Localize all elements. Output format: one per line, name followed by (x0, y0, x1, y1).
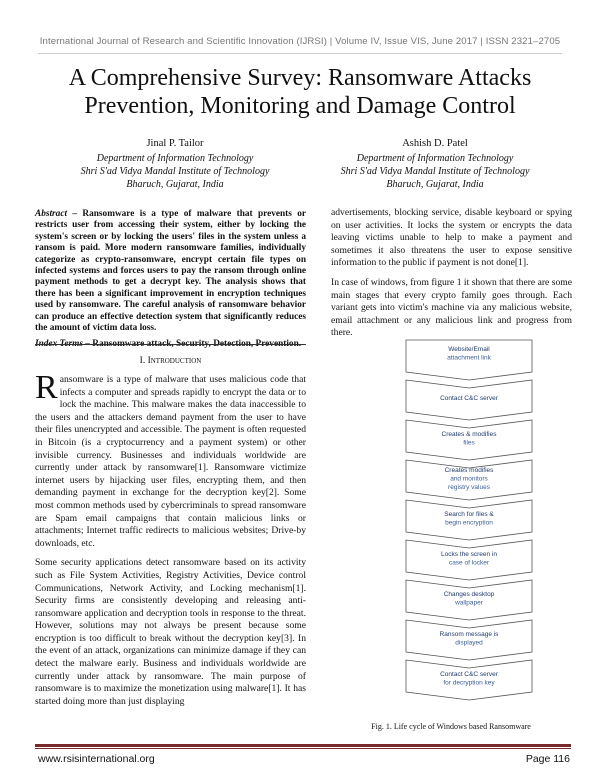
paragraph: In case of windows, from figure 1 it shown that there are some main stages that every crypto family goes through. Each variant gets into victim's machine via any malicious website, email attachment or any malicious link and progress from there. (331, 276, 572, 339)
footer-rule-thin (35, 748, 571, 749)
author-name: Ashish D. Patel (402, 138, 468, 149)
author-dept: Department of Information Technology (356, 153, 514, 164)
flow-step-label: Changes desktop (443, 591, 495, 598)
flow-step-label: case of locker (448, 559, 490, 567)
page-number: Page 116 (525, 753, 570, 765)
flow-step (406, 580, 532, 620)
abstract (35, 209, 306, 356)
introduction-text (35, 369, 306, 715)
journal-header: International Journal of Research and Scientific Innovation (IJRSI) | Volume IV, Issue VIS, June 2017 | ISSN 2321–2705 (39, 36, 561, 47)
flow-step (406, 540, 532, 580)
right-column-text (331, 207, 572, 347)
title-line: A Comprehensive Survey: Ransomware Attacks (68, 65, 532, 91)
flow-step-label: displayed (455, 639, 483, 647)
footer-url: www.rsisinternational.org (38, 753, 155, 765)
flow-step (406, 500, 532, 540)
abstract-divider (35, 344, 306, 345)
flow-step (406, 620, 532, 660)
author-block (45, 137, 305, 191)
flow-step-label: files (463, 439, 475, 447)
flow-step-label: begin encryption (445, 519, 493, 527)
author-name: Jinal P. Tailor (146, 138, 204, 149)
flow-step-label: Search for files & (444, 511, 494, 518)
flow-step (406, 660, 532, 700)
abstract-label: Abstract – (35, 209, 78, 219)
flow-step-label: wallpaper (455, 599, 483, 607)
flow-step-label: Contact C&C server (440, 395, 498, 402)
footer-rule (35, 744, 571, 747)
drop-cap: R (35, 369, 58, 406)
title-line: Prevention, Monitoring and Damage Control (84, 93, 516, 119)
flow-step-label: registry values (448, 484, 490, 491)
paragraph: ansomware is a type of malware that uses malicious code that infects a computer and spreads rapidly to encrypt the data or to lock the machine. This malware makes the data inaccessible to the users and the attackers demand payment from the user to have their files unencrypted and accessible. The payment is often requested in Bitcoin (is a cryptocurrency and a payment system) or other invisible currency. Businesses and individuals worldwide are currently under attack by ransomware[1]. Ransomware victimize internet users by hijacking user files, encrypting them, and then demanding payment in exchange for the decryption key[2]. Some most common methods used by cybercriminals to spread ransomware are Spam email campaigns that contain malicious links or attachments; Internet traffic redirects to malicious websites; Drive-by downloads, etc. (35, 374, 306, 549)
flow-step-label: Ransom message is (439, 631, 499, 638)
flow-step-label: Creates modifies (444, 467, 494, 474)
author-inst: Shri S'ad Vidya Mandal Institute of Technology (80, 166, 270, 177)
abstract-text: Ransomware is a type of malware that prevents or restricts user from accessing their system, either by locking the system's screen or by locking the users' files in the system unless a ransom is paid. More modern ransomware families, individually categorize as crypto-ransomware, encrypt certain file types on infected systems and forces users to pay the ransom through online payment methods to get a decrypt key. The analysis shows that there has been a significant improvement in encryption techniques used by ransomware. The careful analysis of ransomware behavior can produce an effective detection system that significantly reduces the amount of victim data loss. (35, 209, 307, 334)
author-loc: Bharuch, Gujarat, India (126, 179, 224, 190)
index-terms-label: Index Terms (35, 339, 83, 350)
author-inst: Shri S'ad Vidya Mandal Institute of Technology (340, 166, 530, 177)
paragraph: advertisements, blocking service, disable keyboard or spying on user activities. It locks the system or encrypts the data leaving victims unable to help to make a payment and sometimes it also threatens the user to expose sensitive information to the public if payment is not done[1]. (331, 207, 572, 269)
flow-step-label: Contact C&C server (440, 671, 498, 678)
section-heading: I. Introduction (139, 356, 202, 366)
author-block (305, 137, 565, 191)
index-terms-text: – Ransomware attack, Security, Detection, Prevention. (82, 339, 302, 350)
figure-caption: Fig. 1. Life cycle of Windows based Ransomware (371, 722, 531, 731)
header-divider (38, 53, 562, 54)
lifecycle-flowchart (402, 336, 536, 706)
flow-step-label: Website/Email (448, 346, 490, 353)
paragraph: Some security applications detect ransomware based on its activity such as File System Activities, Registry Activities, Device control Communications, Network Activity, and Locking mechanism[1]. Security firms are consistently developing and releasing anti-ransomware application and decryption tools in response to the threat. However, solutions may not always be present because some encryption is too difficult to break without the decryption key[3]. In the event of an attack, organizations can minimize damage if they can detect the malware early. Business and individuals worldwide are currently under attack by ransomware. The main purpose of ransomware is to maximize the monetization using malware[1]. It has started doing more than just displaying (35, 557, 306, 707)
flow-step-label: Creates & modifies (441, 431, 497, 438)
flow-step (406, 380, 532, 420)
flow-step-label: for decryption key (443, 679, 495, 687)
flow-step (406, 420, 532, 460)
author-dept: Department of Information Technology (96, 153, 254, 164)
author-loc: Bharuch, Gujarat, India (386, 179, 484, 190)
flow-step (406, 460, 532, 500)
flow-step-label: attachment link (447, 354, 491, 362)
flow-step (406, 340, 532, 380)
flow-step-label: and monitors (450, 475, 488, 483)
flow-step-label: Locks the screen in (440, 551, 498, 558)
paper-title (0, 64, 600, 120)
